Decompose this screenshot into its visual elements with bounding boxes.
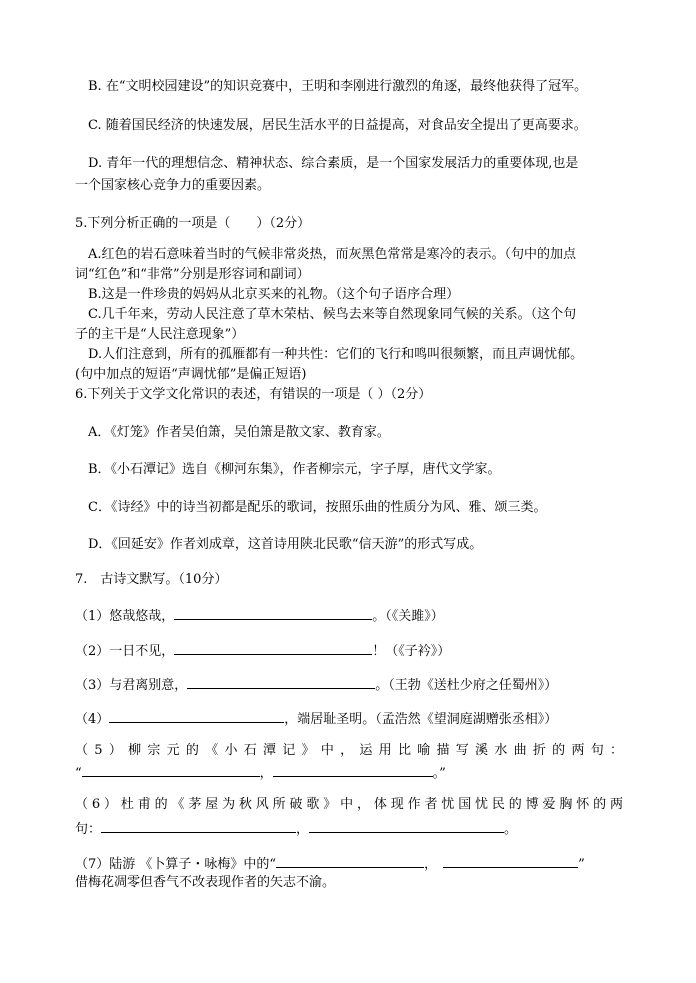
q5-option-a-line2: 词“红色”和“非常”分别是形容词和副词） [75, 267, 310, 282]
q7-item1-suffix: 。（《关雎》） [372, 609, 444, 624]
q7-item4-suffix: ，端居耻圣明。（孟浩然《望洞庭湖赠张丞相》） [284, 712, 558, 727]
q7-item4-prefix: （4） [75, 712, 110, 727]
q4-option-b: B. 在“文明校园建设”的知识竞赛中，王明和李刚进行激烈的角逐，最终他获得了冠军。 [88, 79, 588, 94]
q5-option-a-line1: A.红色的岩石意味着当时的气候非常炎热，而灰黑色常常是寒冷的表示。（句中的加点 [88, 247, 577, 262]
q7-item2 [75, 640, 635, 662]
q5-option-c-line2: 子的主干是“人民注意现象”） [75, 327, 245, 342]
q7-item5-answer-blank-2[interactable] [273, 762, 433, 777]
q5-option-d-line1: D.人们注意到，所有的孤雁都有一种共性：它们的飞行和鸣叫很频繁，而且声调忧郁。 [88, 347, 584, 362]
q7-item7-comma: ， [424, 857, 438, 872]
q7-item4-answer-blank[interactable] [109, 708, 284, 723]
q4-option-d-line1: D. 青年一代的理想信念、精神状态、综合素质，是一个国家发展活力的重要体现,也是 [88, 156, 579, 171]
q6-option-d: D．《回延安》作者刘成章，这首诗用陕北民歌“信天游”的形式写成。 [88, 537, 483, 552]
q7-item6-comma: ， [296, 822, 310, 837]
q7-item6-prefix: 句： [75, 822, 102, 837]
q7-item6-line2 [75, 818, 635, 840]
q7-item6-line1: （6）杜甫的《茅屋为秋风所破歌》中，体现作者忧国忧民的博爱胸怀的两 [75, 797, 623, 812]
q7-item7-close-quote: ” [578, 857, 585, 872]
q7-item2-suffix: ！（《子衿》） [372, 644, 451, 659]
q7-item7-line1 [75, 853, 635, 875]
q7-item5-open-quote: “ [75, 766, 82, 781]
q7-item5-comma: ， [259, 766, 273, 781]
q6-stem: 6.下列关于文学文化常识的表述，有错误的一项是（ ）（2分） [75, 387, 432, 402]
q5-option-b: B.这是一件珍贵的妈妈从北京买来的礼物。（这个句子语序合理） [88, 287, 460, 302]
q7-item5-line1: （5）柳宗元的《小石潭记》中，运用比喻描写溪水曲折的两句： [75, 743, 623, 758]
q6-option-c: C．《诗经》中的诗当初都是配乐的歌词，按照乐曲的性质分为风、雅、颂三类。 [88, 500, 547, 515]
q7-item2-answer-blank[interactable] [174, 640, 372, 655]
q7-item6-answer-blank-1[interactable] [101, 818, 296, 833]
q7-item7-line2: 借梅花凋零但香气不改表现作者的矢志不渝。 [75, 875, 336, 890]
q7-item3-suffix: 。（王勃《送杜少府之任蜀州》） [375, 678, 558, 693]
q7-item3-answer-blank[interactable] [187, 674, 375, 689]
q7-item2-prefix: （2）一日不见， [75, 644, 175, 659]
q6-option-b: B．《小石潭记》选自《柳河东集》，作者柳宗元，字子厚，唐代文学家。 [88, 462, 501, 477]
q7-item7-answer-blank-1[interactable] [276, 853, 424, 868]
q7-stem: 7. 古诗文默写。（10分） [75, 572, 228, 587]
q5-option-d-line2: (句中加点的短语“声调忧郁”是偏正短语) [75, 367, 307, 382]
q7-item1 [75, 605, 635, 627]
q4-option-c: C. 随着国民经济的快速发展，居民生活水平的日益提高，对食品安全提出了更高要求。 [88, 118, 587, 133]
q7-item6-answer-blank-2[interactable] [309, 818, 504, 833]
q7-item5-line2 [75, 762, 635, 784]
q7-item3 [75, 674, 635, 696]
q7-item1-answer-blank[interactable] [174, 605, 372, 620]
q6-option-a: A．《灯笼》作者吴伯箫，吴伯箫是散文家、教育家。 [88, 425, 390, 440]
q7-item3-prefix: （3）与君离别意， [75, 678, 188, 693]
q7-item7-prefix: （7）陆游 《卜算子・咏梅》中的“ [75, 857, 277, 872]
q4-option-d-line2: 一个国家核心竞争力的重要因素。 [75, 178, 271, 193]
q7-item6-close: 。 [504, 822, 518, 837]
q7-item5-answer-blank-1[interactable] [82, 762, 260, 777]
q5-option-c-line1: C.几千年来，劳动人民注意了草木荣枯、候鸟去来等自然现象同气候的关系。（这个句 [88, 307, 577, 322]
q5-stem: 5.下列分析正确的一项是（ ）（2分） [75, 216, 311, 231]
q7-item1-prefix: （1）悠哉悠哉， [75, 609, 175, 624]
q7-item4 [75, 708, 635, 730]
q7-item5-close: 。” [432, 766, 446, 781]
q7-item7-answer-blank-2[interactable] [443, 853, 578, 868]
